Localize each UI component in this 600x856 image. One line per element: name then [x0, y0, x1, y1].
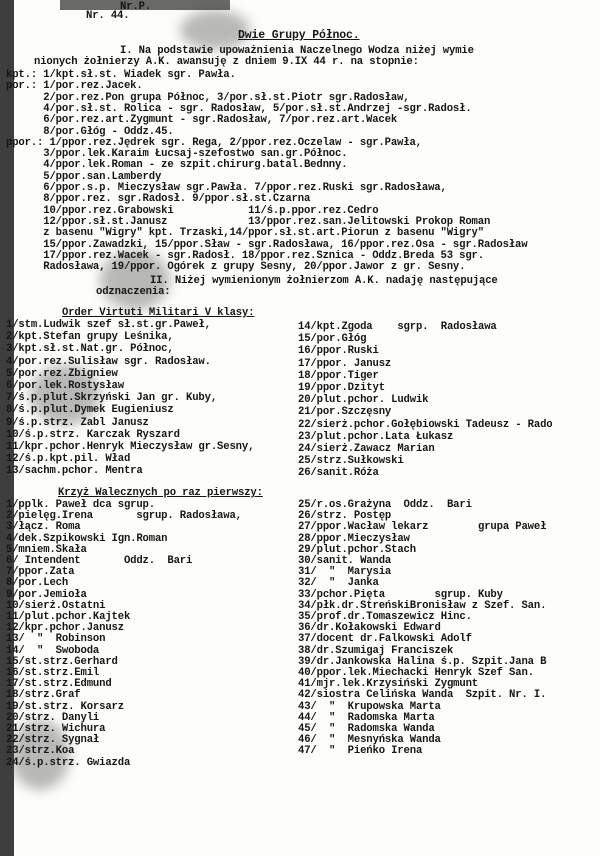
vm-entry: 3/kpt.sł.st.Nat.gr. Północ,: [6, 343, 174, 356]
kw-entry: 1/pplk. Paweł dca sgrup.: [6, 499, 155, 511]
promotion-line: 15/ppor.Zawadzki, 15/ppor.Sław - sgr.Radosława, 16/ppor.rez.Osa - sgr.Radosław: [6, 238, 528, 251]
kw-entry: 3/łącz. Roma: [6, 521, 81, 534]
vm-entry: 5/por.rez.Zbigniew: [6, 367, 118, 380]
kw-entry: 6/ Intendent Oddz. Bari: [6, 555, 193, 567]
promotion-line: 12/ppor.sł.st.Janusz 13/ppor.rez.san.Jelitowski Prokop Roman: [6, 215, 491, 228]
vm-entry: 15/por.Głóg: [298, 333, 367, 346]
promotion-line: 17/ppor.rez.Wacek - sgr.Radosł. 18/ppor.rez.Sznica - Oddz.Breda 53 sgr.: [6, 249, 484, 262]
kw-entry: 35/prof.dr.Tomaszewicz Hinc.: [298, 611, 472, 623]
vm-entry: 23/plut.pchor.Lata Łukasz: [298, 430, 454, 443]
promotion-line: z basenu "Wigry" kpt. Trzaski,14/ppor.sł.st.art.Piorun z basenu "Wigry": [6, 227, 484, 240]
vm-entry: 26/sanit.Róża: [298, 467, 379, 480]
declaration-line: odznaczenia:: [96, 286, 171, 298]
kw-entry: 5/mniem.Skała: [6, 543, 87, 556]
vm-entry: 14/kpt.Zgoda sgrp. Radosława: [298, 321, 497, 333]
document-title: Dwie Grupy Północ.: [238, 29, 360, 42]
kw-entry: 28/ppor.Mieczysław: [298, 532, 410, 545]
vm-entry: 1/stm.Ludwik szef sł.st.gr.Paweł,: [6, 319, 211, 331]
kw-entry: 44/ " Radomska Marta: [298, 711, 435, 724]
kw-entry: 32/ " Janka: [298, 577, 379, 590]
kw-entry: 38/dr.Szumigaj Franciszek: [298, 644, 454, 657]
vm-entry: 13/sachm.pchor. Mentra: [6, 465, 143, 478]
kw-entry: 29/plut.pchor.Stach: [298, 543, 416, 556]
kw-entry: 37/docent dr.Falkowski Adolf: [298, 633, 472, 646]
kw-entry: 16/st.strz.Emil: [6, 667, 100, 679]
vm-entry: 11/kpr.pchor.Henryk Mieczysław gr.Sesny,: [6, 441, 255, 453]
kw-entry: 34/płk.dr.StreńskiBronisław z Szef. San.: [298, 599, 547, 612]
promotion-line: 8/por.Głóg - Oddz.45.: [6, 125, 174, 138]
vm-entry: 18/ppor.Tiger: [298, 369, 379, 382]
kw-entry: 11/plut.pchor.Kajtek: [6, 611, 131, 623]
kw-entry: 47/ " Pieńko Irena: [298, 745, 423, 758]
kw-entry: 25/r.os.Grażyna Oddz. Bari: [298, 499, 472, 511]
promotion-line: por.: 1/por.rez.Jacek.: [6, 80, 143, 93]
promotion-line: 10/ppor.rez.Grabowski 11/ś.p.ppor.rez.Cedro: [6, 204, 379, 217]
promotion-line: Radosława, 19/ppor. Ogórek z grupy Sesny, 20/ppor.Jawor z gr. Sesny.: [6, 261, 466, 274]
kw-entry: 45/ " Radomska Wanda: [298, 723, 435, 735]
ref-line: Nr.P.: [120, 1, 152, 13]
vm-entry: 21/por.Szczęsny: [298, 406, 392, 419]
kw-entry: 24/ś.p.strz. Gwiazda: [6, 756, 131, 769]
vm-entry: 10/ś.p.strz. Karczak Ryszard: [6, 428, 180, 441]
promotion-line: ppor.: 1/ppor.rez.Jędrek sgr. Rega, 2/ppor.rez.Oczelaw - sgr.Pawła,: [6, 136, 422, 149]
promotion-line: 3/ppor.lek.Karaim Łucsaj-szefostwo san.gr.Północ.: [6, 148, 348, 161]
kw-entry: 39/dr.Jankowska Halina ś.p. Szpit.Jana B: [298, 655, 547, 668]
kw-entry: 7/ppor.Zata: [6, 566, 75, 579]
promotion-line: kpt.: 1/kpt.sł.st. Wiadek sgr. Pawła.: [6, 69, 236, 81]
promotion-line: 4/ppor.lek.Roman - ze szpit.chirurg.batal.Bednny.: [6, 159, 348, 172]
promotion-line: 8/ppor.rez. sgr.Radosł. 9/ppor.sł.st.Czarna: [6, 193, 311, 206]
promotion-line: 2/por.rez.Pon grupa Północ, 3/por.sł.st.Piotr sgr.Radosław,: [6, 91, 410, 104]
kw-entry: 17/st.strz.Edmund: [6, 678, 112, 691]
vm-entry: 12/ś.p.kpt.pil. Wład: [6, 453, 131, 466]
vm-entry: 24/sierż.Zawacz Marian: [298, 443, 435, 455]
kw-entry: 40/ppor.lek.Miechacki Henryk Szef San.: [298, 667, 534, 679]
intro-line: I. Na podstawie upoważnienia Naczelnego Wodza niżej wymie: [120, 45, 474, 57]
kw-entry: 36/dr.Kołakowski Edward: [298, 622, 441, 635]
kw-entry: 13/ " Robinson: [6, 633, 106, 646]
kw-entry: 42/siostra Celińska Wanda Szpit. Nr. I.: [298, 689, 547, 702]
vm-entry: 4/por.rez.Sulisław sgr. Radosław.: [6, 355, 211, 368]
kw-entry: 14/ " Swoboda: [6, 644, 100, 657]
vm-entry: 9/ś.p.strz. Zabl Janusz: [6, 416, 149, 429]
intro-line: nionych żołnierzy A.K. awansuję z dniem 9.IX 44 r. na stopnie:: [34, 56, 419, 68]
kw-entry: 22/strz. Sygnał: [6, 734, 100, 747]
kw-entry: 46/ " Mesnyńska Wanda: [298, 734, 441, 747]
vm-entry: 22/sierż.pchor.Gołębiowski Tadeusz - Rado: [298, 418, 553, 431]
vm-entry: 19/ppor.Dzityt: [298, 382, 385, 394]
kw-entry: 15/st.strz.Gerhard: [6, 655, 118, 668]
kw-entry: 31/ " Marysia: [298, 566, 392, 579]
section-heading-virtuti-militari: Order Virtuti Militari V klasy:: [62, 307, 255, 319]
kw-entry: 33/pchor.Pięta sgrup. Kuby: [298, 588, 503, 601]
vm-entry: 17/ppor. Janusz: [298, 357, 392, 370]
kw-entry: 10/sierż.Ostatni: [6, 599, 106, 612]
promotion-line: 6/ppor.s.p. Mieczysław sgr.Pawła. 7/ppor.rez.Ruski sgr.Radosława,: [6, 182, 447, 194]
kw-entry: 27/ppor.Wacław lekarz grupa Paweł: [298, 521, 547, 534]
promotion-line: 5/ppor.san.Lamberdy: [6, 170, 162, 183]
vm-entry: 7/ś.p.plut.Skrzyński Jan gr. Kuby,: [6, 392, 218, 405]
kw-entry: 4/dek.Szpikowski Ign.Roman: [6, 532, 168, 545]
kw-entry: 9/por.Jemioła: [6, 588, 87, 601]
vm-entry: 6/por.lek.Rostysław: [6, 380, 124, 392]
ref-line: Nr. 44.: [86, 10, 130, 22]
kw-entry: 41/mjr.lek.Krzysiński Zygmunt: [298, 678, 479, 691]
vm-entry: 2/kpt.Stefan grupy Leśnika,: [6, 331, 174, 344]
kw-entry: 19/st.strz. Korsarz: [6, 700, 124, 713]
kw-entry: 18/strz.Graf: [6, 689, 81, 702]
kw-entry: 8/por.Lech: [6, 577, 69, 590]
kw-entry: 2/pielęg.Irena sgrup. Radosława,: [6, 510, 242, 523]
vm-entry: 25/strz.Sułkowski: [298, 455, 404, 468]
kw-entry: 30/sanit. Wanda: [298, 555, 392, 567]
kw-entry: 26/strz. Postęp: [298, 510, 392, 523]
kw-entry: 21/strz. Wichura: [6, 723, 106, 735]
kw-entry: 43/ " Krupowska Marta: [298, 700, 441, 713]
declaration-line: II. Niżej wymienionym żołnierzom A.K. nadaję następujące: [150, 275, 498, 287]
kw-entry: 23/strz.Koa: [6, 745, 75, 758]
vm-entry: 16/ppor.Ruski: [298, 345, 379, 358]
kw-entry: 12/kpr.pchor.Janusz: [6, 622, 124, 635]
promotion-line: 6/por.rez.art.Zygmunt - sgr.Radosław, 7/por.rez.art.Wacek: [6, 114, 398, 127]
kw-entry: 20/strz. Danyli: [6, 711, 100, 724]
promotion-line: 4/por.sł.st. Rolica - sgr. Radosław, 5/por.sł.st.Andrzej -sgr.Radosł.: [6, 102, 472, 115]
vm-entry: 20/plut.pchor. Ludwik: [298, 394, 429, 407]
vm-entry: 8/ś.p.plut.Dymek Eugieniusz: [6, 404, 174, 417]
section-heading-krzyz-walecznych: Krzyż Walecznych po raz pierwszy:: [58, 487, 263, 499]
